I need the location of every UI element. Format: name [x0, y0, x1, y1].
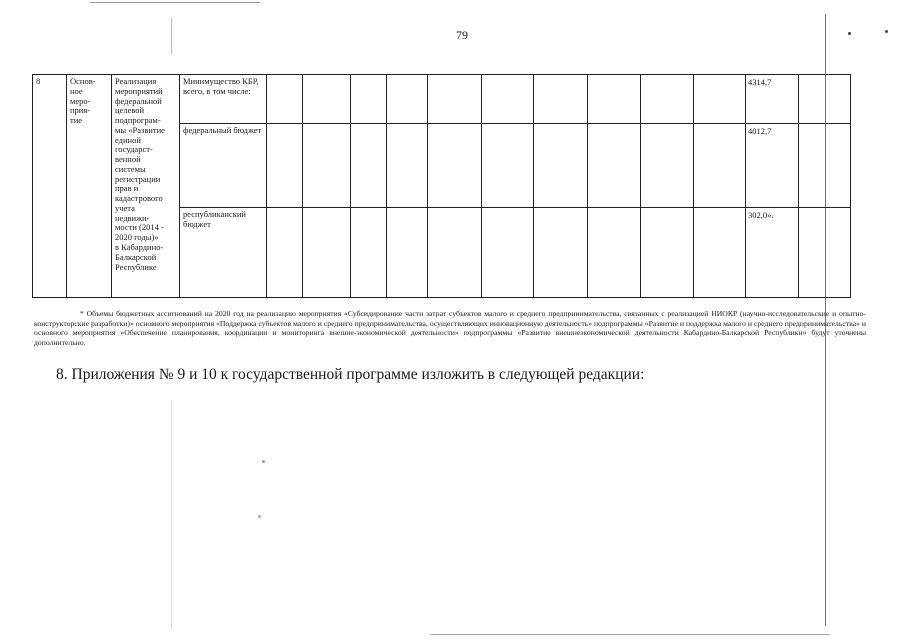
scan-fold-line: [171, 18, 172, 54]
scan-speck: [262, 460, 265, 463]
footnote: [34, 309, 866, 348]
scan-speck: [258, 515, 261, 518]
row-number-cell: 8: [33, 75, 67, 298]
scan-fold-line-lower: [171, 400, 172, 630]
category-cell: Основ- ное меро- прия- тие: [67, 75, 112, 298]
scan-top-edge: [90, 2, 260, 3]
scan-speck: [848, 32, 851, 35]
funding-source-cell: Минимущество КБР, всего, в том числе:: [180, 75, 267, 124]
amount-cell: 4012,7: [746, 124, 799, 208]
page-number: 79: [456, 28, 468, 42]
amount-cell: 302,0».: [746, 208, 799, 298]
section-heading: 8. Приложения № 9 и 10 к государственной программе изложить в следующей редакции:: [56, 366, 645, 383]
scan-speck: [885, 30, 888, 33]
funding-source-cell: республиканский бюджет: [180, 208, 267, 298]
footnote-text: * Объемы бюджетных ассигнований на 2020 год на реализацию мероприятия «Субсидирование части затрат субъектов малого и среднего предпринимательства, связанных с реализацией НИОКР (научно-исследовательские и опытно-конструкторские разработки)» основного мероприятия «Поддержка субъектов малого и среднего предпринимательства, осуществляющих инновационную деятельность» подпрограммы «Развитие и поддержка малого и среднего предпринимательства» и основного мероприятия «Обеспечение планирования, координации и мониторинга внешне-экономической деятельности» подпрограммы «Развитие внешнеэкономической деятельности Кабардино-Балкарской Республики» будут уточнены дополнительно.: [34, 309, 866, 348]
budget-table: [32, 74, 851, 298]
table-row: [33, 75, 851, 124]
funding-source-cell: федеральный бюджет: [180, 124, 267, 208]
description-cell: Реализация мероприятий федеральной целевой подпрограм- мы «Развитие единой государст- венной системы регистрации прав и кадастрового учета недвижи- мости (2014 - 2020 годы)» в Кабардино- Балкарской Республике: [112, 75, 180, 298]
amount-cell: 4314,7: [746, 75, 799, 124]
scan-bottom-edge: [430, 634, 830, 635]
